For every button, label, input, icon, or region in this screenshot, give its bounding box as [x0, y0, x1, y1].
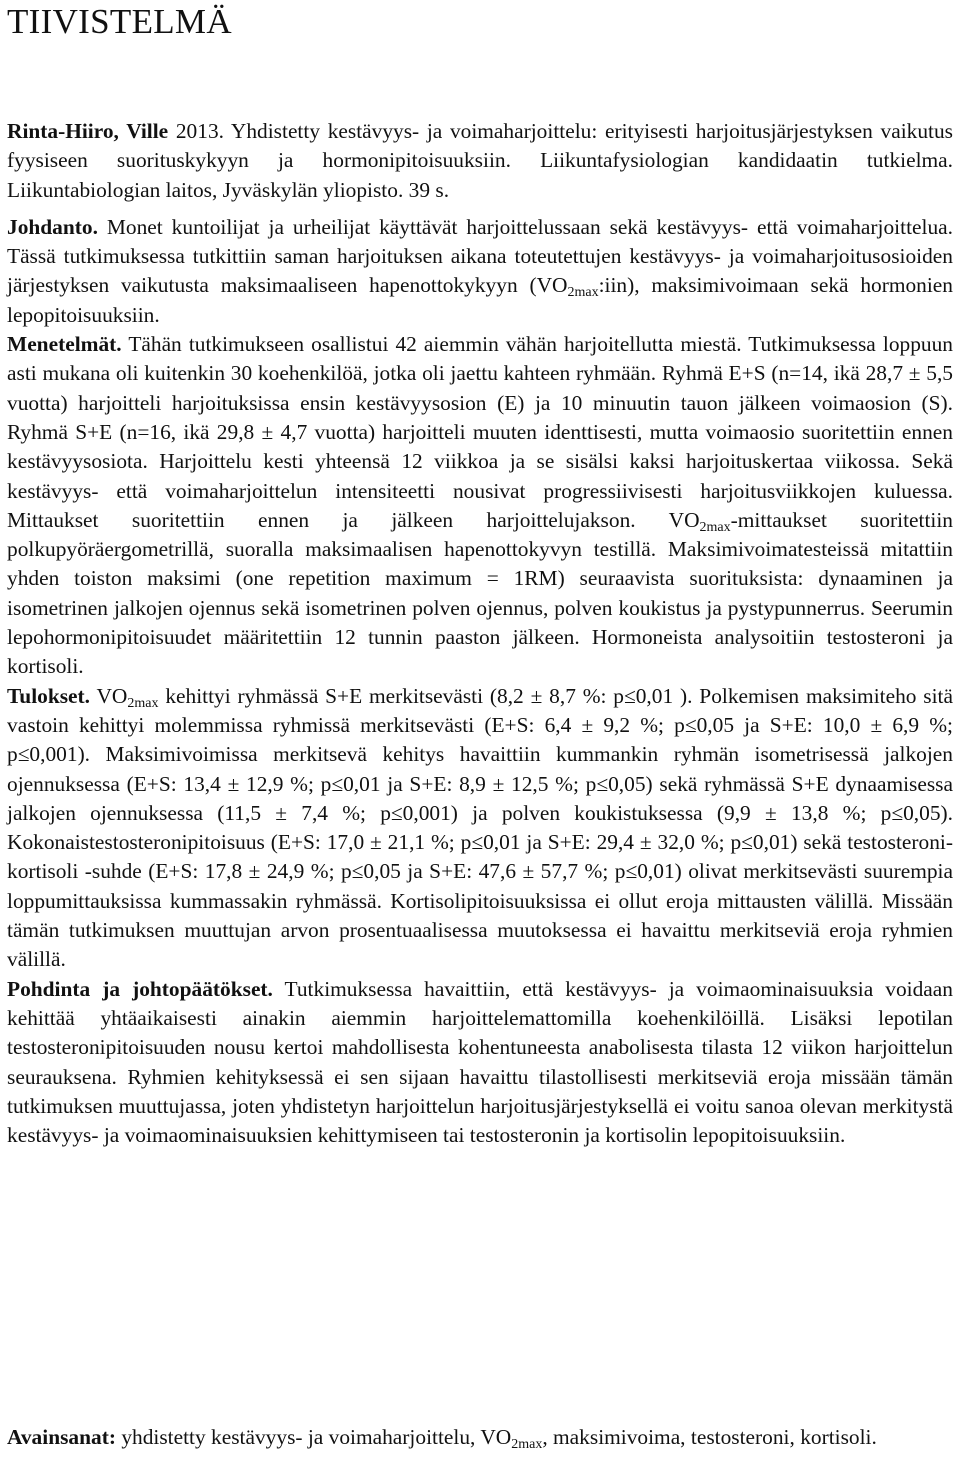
intro-text-2: :iin), maksimivoimaan sekä hormonien lepopitoisuuksiin.	[7, 273, 953, 327]
results-paragraph	[7, 682, 953, 975]
keywords-paragraph	[7, 1423, 953, 1452]
results-heading: Tulokset.	[7, 683, 91, 708]
citation-author: Rinta-Hiiro, Ville	[7, 119, 169, 143]
discussion-paragraph	[7, 975, 953, 1151]
results-text-1: VO	[96, 683, 128, 708]
keywords-subscript: 2max	[511, 1437, 543, 1453]
results-text-2: kehittyi ryhmässä S+E merkitsevästi (8,2 ± 8,7 %: p≤0,01 ). Polkemisen maksimiteho sitä vastoin kehittyi molemmissa ryhmissä merkitsevästi (E+S: 6,4 ± 9,2 %; p≤0,05 ja S+E: 10,0 ± 6,9 %; p≤0,001). Maksimivoimissa merkitsevä kehitys havaittiin kummankin ryhmän isometrisessä jalkojen ojennuksessa (E+S: 13,4 ± 12,9 %; p≤0,01 ja S+E: 8,9 ± 12,5 %; p≤0,05) sekä ryhmässä S+E dynaamisessa jalkojen ojennuksessa (11,5 ± 7,4 %; p≤0,001) ja polven koukistuksessa (9,9 ± 13,8 %; p≤0,05). Kokonaistestosteronipitoisuus (E+S: 17,0 ± 21,1 %; p≤0,01 ja S+E: 29,4 ± 32,0 %; p≤0,01) sekä testosteroni-kortisoli -suhde (E+S: 17,8 ± 24,9 %; p≤0,05 ja S+E: 47,6 ± 57,7 %; p≤0,01) olivat merkitsevästi suurempia loppumittauksissa kummassakin ryhmässä. Kortisolipitoisuuksissa ei ollut eroja mittausten välillä. Missään tämän tutkimuksen muuttujan arvon prosentuaalisessa muutoksessa ei havaittu merkitseviä eroja ryhmien välillä.	[7, 683, 953, 972]
keywords-text-2: , maksimivoima, testosteroni, kortisoli.	[542, 1425, 877, 1450]
methods-paragraph	[7, 330, 953, 682]
page-title: TIIVISTELMÄ	[7, 2, 232, 41]
intro-text-1: Monet kuntoilijat ja urheilijat käyttävät harjoittelussaan sekä kestävyys- että voimaharjoittelua. Tässä tutkimuksessa tutkittiin saman harjoituksen aikana toteutettujen kestävyys- ja voimaharjoitusosioiden järjestyksen vaikutusta maksimaaliseen hapenottokykyyn (VO	[7, 214, 953, 298]
intro-subscript: 2max	[567, 285, 599, 301]
keywords-heading: Avainsanat:	[7, 1425, 116, 1450]
discussion-heading: Pohdinta ja johtopäätökset.	[7, 976, 273, 1001]
abstract-page	[7, 0, 953, 1453]
methods-heading: Menetelmät.	[7, 332, 122, 357]
spacer	[7, 205, 953, 213]
discussion-text: Tutkimuksessa havaittiin, että kestävyys- ja voimaominaisuuksia voidaan kehittää yhtäaikaisesti ainakin aiemmin harjoittelemattomilla koehenkilöillä. Lisäksi lepotilan testosteronipitoisuuden nousu kertoi mahdollisesta kohentuneesta anabolisesta tilasta 12 viikon harjoittelun seurauksena. Ryhmien kehityksessä ei sen sijaan havaittu tilastollisesti merkitseviä eroja missään tämän tutkimuksen muuttujassa, joten yhdistetyn harjoittelun harjoitusjärjestyksellä ei voitu sanoa olevan merkitystä kestävyys- ja voimaominaisuuksien kehittymiseen tai testosteronin ja kortisolin lepopitoisuuksiin.	[7, 976, 953, 1148]
keywords-text-1: yhdistetty kestävyys- ja voimaharjoittelu, VO	[121, 1425, 512, 1450]
intro-paragraph	[7, 213, 953, 330]
intro-heading: Johdanto.	[7, 214, 98, 239]
citation-paragraph	[7, 117, 953, 205]
citation-text: Yhdistetty kestävyys- ja voimaharjoittelu: erityisesti harjoitusjärjestyksen vaikutus fyysiseen suorituskykyyn ja hormonipitoisuuksiin. Liikuntafysiologian kandidaatin tutkielma. Liikuntabiologian laitos, Jyväskylän yliopisto. 39 s.	[7, 119, 953, 202]
results-subscript: 2max	[127, 695, 159, 711]
abstract-body	[7, 117, 953, 1150]
methods-text-2: -mittaukset suoritettiin polkupyöräergometrillä, suoralla maksimaalisen hapenottokyvyn testillä. Maksimivoimatesteissä mitattiin yhden toiston maksimi (one repetition maximum = 1RM) seuraavista suorituksista: dynaaminen ja isometrinen jalkojen ojennus sekä isometrinen polven ojennus, polven koukistus ja pystypunnerrus. Seerumin lepohormonipitoisuudet määritettiin 12 tunnin paaston jälkeen. Hormoneista analysoitiin testosteroni ja kortisoli.	[7, 507, 953, 679]
methods-text-1: Tähän tutkimukseen osallistui 42 aiemmin vähän harjoitellutta miestä. Tutkimuksessa loppuun asti mukana oli kuitenkin 30 koehenkilöä, jotka oli jaettu kahteen ryhmään. Ryhmä E+S (n=14, ikä 28,7 ± 5,5 vuotta) harjoitteli harjoituksissa ensin kestävyysosion (E) ja 10 minuutin tauon jälkeen voimaosion (S). Ryhmä S+E (n=16, ikä 29,8 ± 4,7 vuotta) harjoitteli muuten identtisesti, mutta voimaosio suoritettiin ennen kestävyysosiota. Harjoittelu kesti yhteensä 12 viikkoa ja se sisälsi kaksi harjoituskertaa viikossa. Sekä kestävyys- että voimaharjoittelun intensiteetti nousivat progressiivisesti harjoitusviikkojen kuluessa. Mittaukset suoritettiin ennen ja jälkeen harjoittelujakson. VO	[7, 332, 953, 532]
citation-year: 2013.	[175, 119, 224, 143]
methods-subscript: 2max	[699, 519, 731, 535]
